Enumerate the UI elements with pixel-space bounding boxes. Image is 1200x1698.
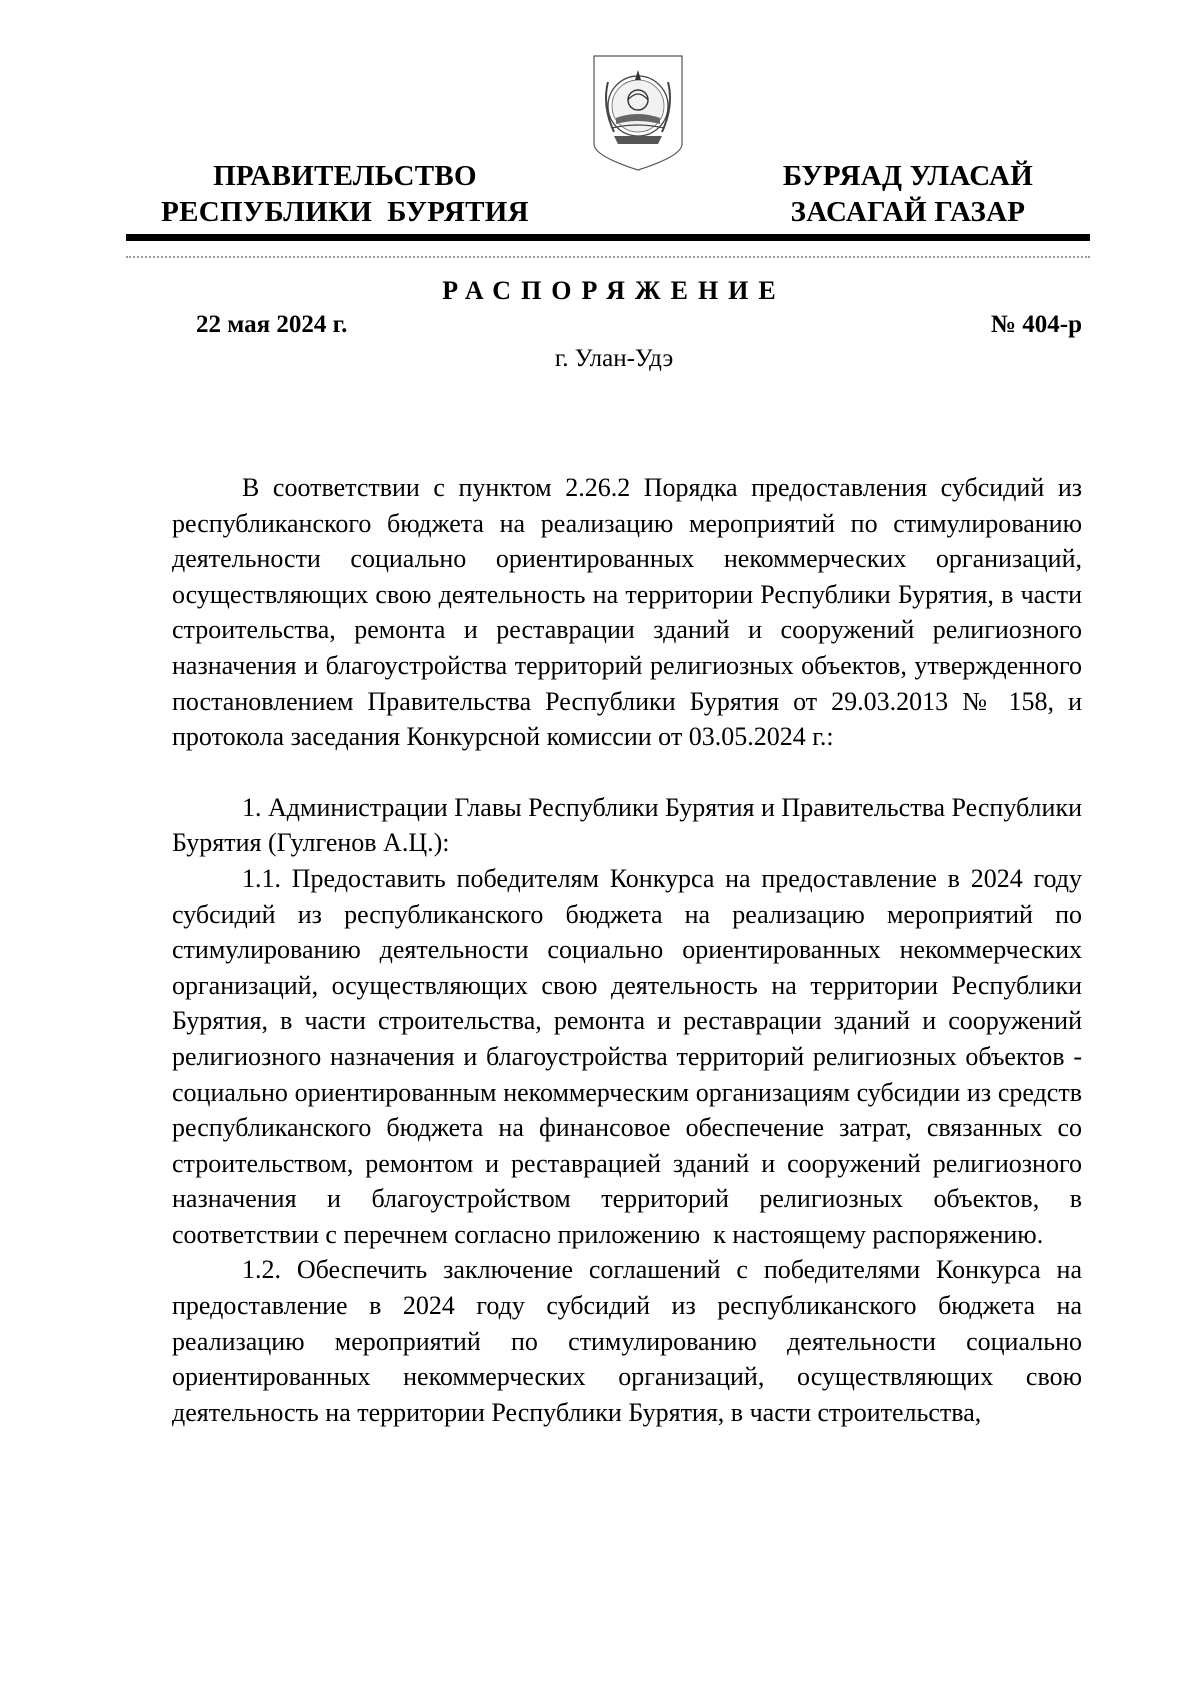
coat-of-arms-icon: [590, 52, 686, 174]
item-1-paragraph: 1. Администрации Главы Республики Бурятия и Правительства Республики Бурятия (Гулгенов А.Ц.):: [172, 792, 1082, 858]
item-1-2-paragraph: 1.2. Обеспечить заключение соглашений с победителями Конкурса на предоставление в 2024 году субсидий из республиканского бюджета на реализацию мероприятий по стимулированию деятельности социально ориентированных некоммерческих организаций, осуществляющих свою деятельность на территории Республики Бурятия, в части строительства,: [172, 1255, 1082, 1427]
document-body: [172, 470, 1089, 1430]
government-name-buryat-line-2: ЗАСАГАЙ ГАЗАР: [790, 196, 1026, 228]
government-name-buryat: [758, 158, 1058, 230]
government-name-russian: [160, 158, 530, 230]
government-name-buryat-line-1: БУРЯАД УЛАСАЙ: [782, 160, 1034, 192]
document-city: г. Улан-Удэ: [554, 345, 674, 372]
item-1-1-paragraph: 1.1. Предоставить победителям Конкурса на предоставление в 2024 году субсидий из республиканского бюджета на реализацию мероприятий по стимулированию деятельности социально ориентированных некоммерческих организаций, осуществляющих свою деятельность на территории Республики Бурятия, в части строительства, ремонта и реставрации зданий и сооружений религиозного назначения и благоустройства территорий религиозных объектов - социально ориентированным некоммерческим организациям субсидии из средств республиканского бюджета на финансовое обеспечение затрат, связанных со строительством, ремонтом и реставрацией зданий и сооружений религиозного назначения и благоустройством территорий религиозных объектов, в соответствии с перечнем согласно приложению к настоящему распоряжению.: [172, 863, 1089, 1249]
preamble-paragraph: В соответствии с пунктом 2.26.2 Порядка предоставления субсидий из республиканского бюджета на реализацию мероприятий по стимулированию деятельности социально ориентированных некоммерческих организаций, осуществляющих свою деятельность на территории Республики Бурятия, в части строительства, ремонта и реставрации зданий и сооружений религиозного назначения и благоустройства территорий религиозных объектов, утвержденного постановлением Правительства Республики Бурятия от 29.03.2013 № 158, и протокола заседания Конкурсной комиссии от 03.05.2024 г.:: [172, 473, 1082, 752]
header-divider-thick: [126, 234, 1090, 241]
government-name-russian-line-2: РЕСПУБЛИКИ БУРЯТИЯ: [161, 196, 529, 228]
document-title: РАСПОРЯЖЕНИЕ: [442, 276, 786, 305]
header-divider-thin: [126, 256, 1090, 258]
document-date: 22 мая 2024 г.: [196, 311, 348, 338]
coat-of-arms-svg: [590, 52, 686, 174]
government-name-russian-line-1: ПРАВИТЕЛЬСТВО: [213, 160, 477, 192]
document-number: № 404-р: [990, 311, 1082, 338]
